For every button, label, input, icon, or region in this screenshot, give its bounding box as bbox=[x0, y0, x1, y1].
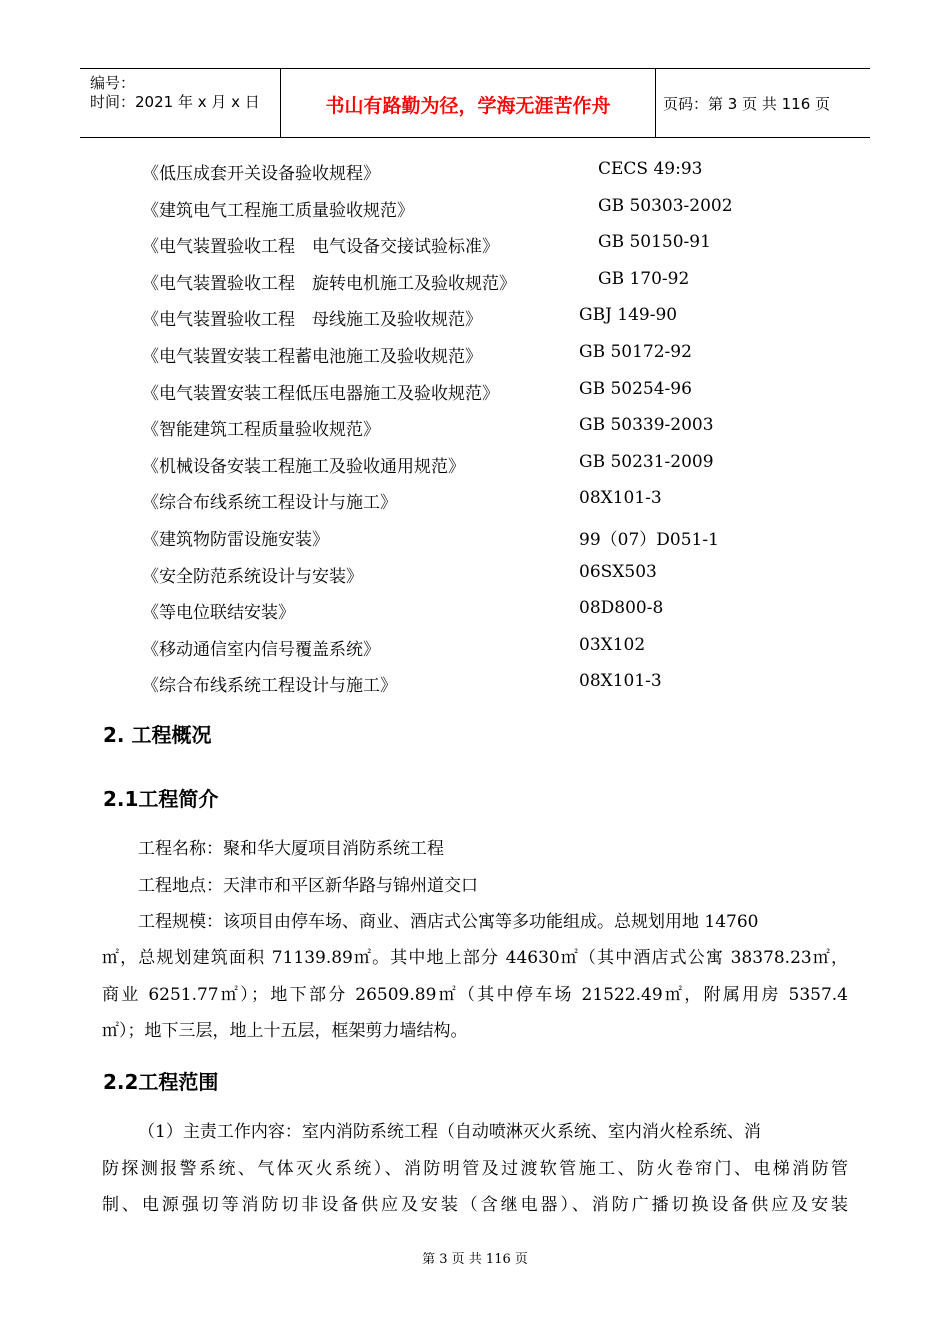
standard-title: 《低压成套开关设备验收规程》 bbox=[142, 164, 380, 184]
header-right-cell bbox=[655, 69, 870, 137]
section-2-heading: 2. 工程概况 bbox=[103, 723, 212, 747]
standard-title: 《综合布线系统工程设计与施工》 bbox=[142, 676, 397, 697]
standard-title: 《等电位联结安装》 bbox=[142, 603, 295, 624]
standard-code: GB 50339-2003 bbox=[579, 415, 714, 436]
standard-code: GB 50303-2002 bbox=[598, 195, 733, 216]
section-2-1-heading: 2.1工程简介 bbox=[103, 787, 219, 811]
standard-code: 08D800-8 bbox=[579, 598, 664, 619]
standard-code: CECS 49:93 bbox=[598, 159, 703, 179]
page-footer: 第 3 页 共 116 页 bbox=[422, 1252, 528, 1267]
project-location-line: 工程地点：天津市和平区新华路与锦州道交口 bbox=[138, 876, 478, 896]
standard-title: 《移动通信室内信号覆盖系统》 bbox=[142, 639, 380, 660]
standard-code: 08X101-3 bbox=[579, 671, 662, 692]
project-scale-line: 工程规模：该项目由停车场、商业、酒店式公寓等多功能组成。总规划用地 14760 bbox=[138, 912, 759, 932]
scope-line: 防探测报警系统、气体灭火系统）、消防明管及过渡软管施工、防火卷帘门、电梯消防管 bbox=[102, 1159, 848, 1179]
standard-code: GBJ 149-90 bbox=[579, 305, 678, 326]
standard-title: 《电气装置验收工程 电气设备交接试验标准》 bbox=[142, 237, 499, 258]
project-scale-line: ㎡）；地下三层，地上十五层，框架剪力墙结构。 bbox=[102, 1021, 468, 1041]
serial-label: 编号： bbox=[90, 74, 136, 92]
standard-title: 《建筑电气工程施工质量验收规范》 bbox=[142, 200, 414, 221]
project-name-line: 工程名称：聚和华大厦项目消防系统工程 bbox=[138, 839, 444, 859]
standard-title: 《电气装置验收工程 母线施工及验收规范》 bbox=[142, 310, 482, 331]
standard-title: 《电气装置验收工程 旋转电机施工及验收规范》 bbox=[142, 273, 516, 294]
header-motto-cell bbox=[280, 69, 656, 137]
page-header bbox=[80, 68, 870, 138]
project-scale-line: ㎡，总规划建筑面积 71139.89㎡。其中地上部分 44630㎡（其中酒店式公寓 38378.23㎡， bbox=[102, 948, 848, 968]
standard-code: 99（07）D051-1 bbox=[579, 530, 719, 550]
standard-code: GB 50172-92 bbox=[579, 342, 692, 362]
standard-code: 06SX503 bbox=[579, 561, 657, 582]
standard-code: GB 50231-2009 bbox=[579, 451, 714, 472]
page-label: 页码：第 3 页 共 116 页 bbox=[663, 95, 831, 113]
scope-line: （1）主责工作内容：室内消防系统工程（自动喷淋灭火系统、室内消火栓系统、消 bbox=[138, 1122, 761, 1142]
standard-code: GB 50150-91 bbox=[598, 232, 711, 253]
standard-code: GB 170-92 bbox=[598, 268, 690, 289]
standard-code: 08X101-3 bbox=[579, 488, 662, 509]
standard-title: 《建筑物防雷设施安装》 bbox=[142, 530, 329, 550]
standard-code: 03X102 bbox=[579, 634, 646, 655]
standard-title: 《电气装置安装工程蓄电池施工及验收规范》 bbox=[142, 347, 482, 367]
section-2-2-heading: 2.2工程范围 bbox=[103, 1070, 219, 1094]
scope-line: 制、电源强切等消防切非设备供应及安装（含继电器）、消防广播切换设备供应及安装 bbox=[102, 1195, 848, 1215]
header-motto: 书山有路勤为径，学海无涯苦作舟 bbox=[325, 95, 611, 117]
date-label: 时间：2021 年 x 月 x 日 bbox=[90, 93, 260, 111]
standard-title: 《机械设备安装工程施工及验收通用规范》 bbox=[142, 456, 465, 477]
project-scale-line: 商业 6251.77㎡）；地下部分 26509.89㎡（其中停车场 21522.49㎡，附属用房 5357.4 bbox=[102, 985, 848, 1005]
standard-title: 《电气装置安装工程低压电器施工及验收规范》 bbox=[142, 383, 499, 404]
standard-title: 《安全防范系统设计与安装》 bbox=[142, 566, 363, 587]
standard-title: 《智能建筑工程质量验收规范》 bbox=[142, 420, 380, 441]
header-left-cell bbox=[80, 69, 280, 137]
standard-title: 《综合布线系统工程设计与施工》 bbox=[142, 493, 397, 514]
standard-code: GB 50254-96 bbox=[579, 378, 692, 399]
